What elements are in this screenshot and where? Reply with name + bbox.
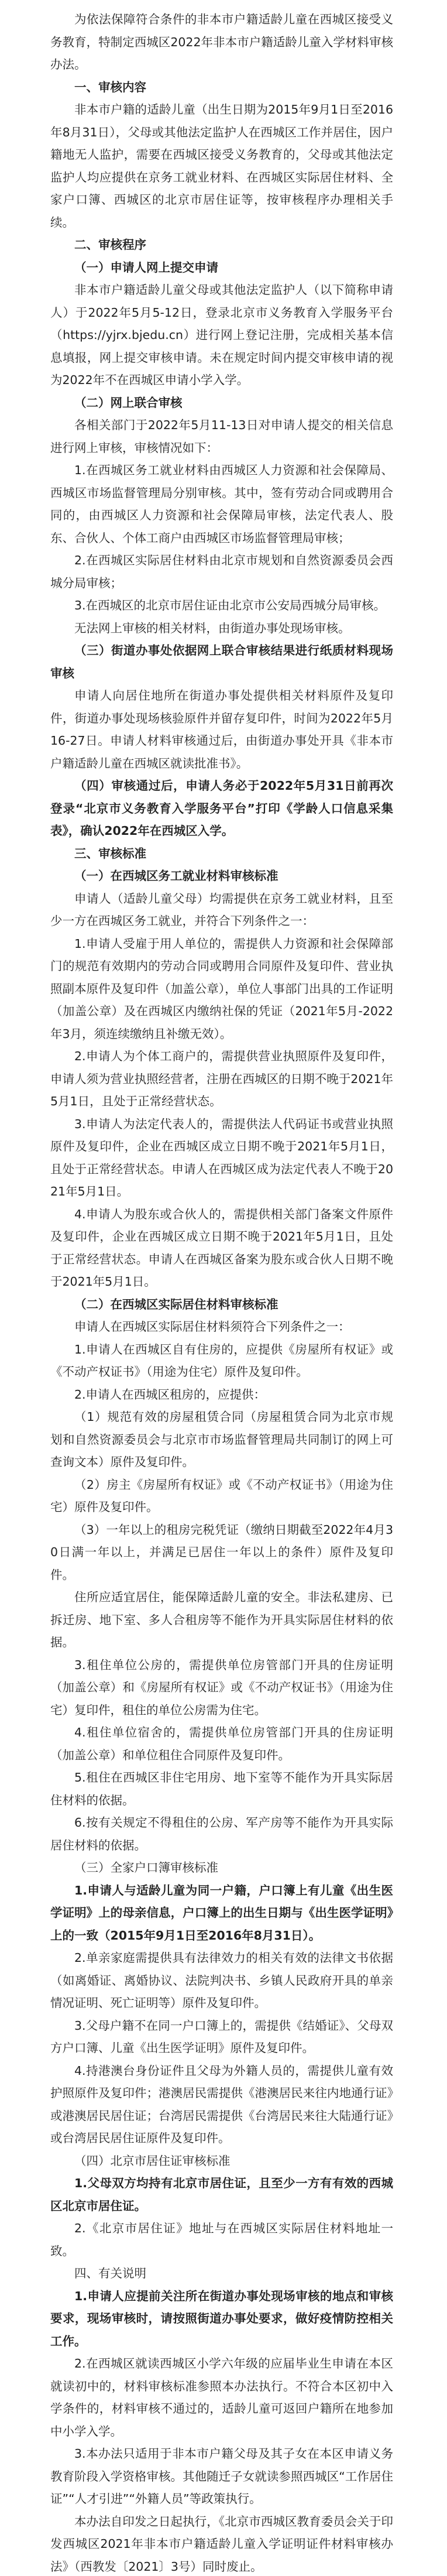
paragraph: 申请人（适龄儿童父母）均需提供在京务工就业材料，且至少一方在西城区务工就业，并符合下列条件之一： xyxy=(50,891,393,928)
paragraph: 3.租住单位公房的，需提供单位房管部门开具的住房证明（加盖公章）和《房屋所有权证》或《不动产权证书》（用途为住宅）复印件，租住的单位公房需为住宅。 xyxy=(50,1657,393,1717)
subsection-heading: （二）在西城区实际居住材料审核标准 xyxy=(74,1297,278,1311)
subsection-heading: 1.申请人与适龄儿童为同一户籍，户口簿上有儿童《出生医学证明》上的母亲信息，户口簿上的出生日期与《出生医学证明》上的一致（2015年9月1日至2016年8月31日）。 xyxy=(50,1883,393,1943)
paragraph: 申请人向居住地所在街道办事处提供相关材料原件及复印件，街道办事处现场核验原件并留存复印件，时间为2022年5月16-27日。申请人材料审核通过后，由街道办事处开具《非本市户籍适龄儿童在西城区就读批准书》。 xyxy=(50,688,393,770)
paragraph: 2.在西城区实际居住材料由北京市规划和自然资源委员会西城分局审核； xyxy=(50,553,393,590)
paragraph: （三）全家户口簿审核标准 xyxy=(74,1861,218,1875)
intro-paragraph: 为依法保障符合条件的非本市户籍适龄儿童在西城区接受义务教育，特制定西城区2022年非本市户籍适龄儿童入学材料审核办法。 xyxy=(50,12,393,71)
paragraph: 2.在西城区就读西城区小学六年级的应届毕业生申请在本区就读初中的，材料审核标准参照本办法执行。不符合本区初中入学条件的，材料审核不通过的，适龄儿童可返回户籍所在地参加中小学入学。 xyxy=(50,2356,393,2438)
paragraph: 四、有关说明 xyxy=(74,2266,146,2280)
subsection-heading: （三）街道办事处依据网上联合审核结果进行纸质材料现场审核 xyxy=(50,643,393,680)
subsection-heading: 1.父母双方均持有北京市居住证，且至少一方有有效的西城区北京市居住证。 xyxy=(50,2176,393,2213)
paragraph: 非本市户籍的适龄儿童（出生日期为2015年9月1日至2016年8月31日），父母或其他法定监护人在西城区工作并居住，因户籍地无人监护，需要在西城区接受义务教育的，父母或其他法定监护人均应提供在京务工就业材料、在西城区实际居住材料、全家户口簿、西城区的北京市居住证等，按审核程序办理相关手续。 xyxy=(50,102,393,229)
paragraph: 4.持港澳台身份证件且父母为外籍人员的，需提供儿童有效护照原件及复印件；港澳居民需提供《港澳居民来往内地通行证》或港澳居民居住证；台湾居民需提供《台湾居民来往大陆通行证》或台湾居民居住证原件及复印件。 xyxy=(50,2063,393,2145)
paragraph: 3.申请人为法定代表人的，需提供法人代码证书或营业执照原件及复印件，企业在西城区成立日期不晚于2021年5月1日，且处于正常经营状态。申请人在西城区成为法定代表人不晚于2021年5月1日。 xyxy=(50,1116,393,1198)
paragraph: 5.租住在西城区非住宅用房、地下室等不能作为开具实际居住材料的依据。 xyxy=(50,1770,393,1807)
paragraph: 3.本办法只适用于非本市户籍父母及其子女在本区申请义务教育阶段入学资格审核。其他随迁子女就读参照西城区“工作居住证”“人才引进”“外籍人员”等政策执行。 xyxy=(50,2447,393,2506)
paragraph: 2.《北京市居住证》地址与在西城区实际居住材料地址一致。 xyxy=(50,2221,393,2258)
paragraph: 4.租住单位宿舍的，需提供单位房管部门开具的住房证明（加盖公章）和单位租住合同原件及复印件。 xyxy=(50,1725,393,1762)
paragraph: （3）一年以上的租房完税凭证（缴纳日期截至2022年4月30日满一年以上，并满足已居住一年以上的条件）原件及复印件。 xyxy=(50,1522,393,1582)
paragraph: （四）北京市居住证审核标准 xyxy=(74,2153,231,2168)
subsection-heading: （一）申请人网上提交申请 xyxy=(74,260,218,275)
section-heading: 二、审核程序 xyxy=(74,238,146,252)
paragraph: 申请人在西城区实际居住材料须符合下列条件之一： xyxy=(74,1320,350,1334)
paragraph: 1.申请人受雇于用人单位的，需提供人力资源和社会保障部门的规范有效期内的劳动合同或聘用合同原件及复印件、营业执照副本原件及复印件（加盖公章），单位人事部门出具的工作证明（加盖公章）及在西城区内缴纳社保的凭证（2021年5月-2022年3月，须连续缴纳且补缴无效）。 xyxy=(50,936,393,1041)
paragraph: 2.申请人为个体工商户的，需提供营业执照原件及复印件，申请人须为营业执照经营者，注册在西城区的日期不晚于2021年5月1日，且处于正常经营状态。 xyxy=(50,1049,393,1108)
paragraph: （1）规范有效的房屋租赁合同（房屋租赁合同为北京市规划和自然资源委员会与北京市市场监督管理局共同制订的网上可查询文本）原件及复印件。 xyxy=(50,1410,393,1469)
paragraph: 非本市户籍适龄儿童父母或其他法定监护人（以下简称申请人）于2022年5月5-12日，登录北京市义务教育入学服务平台（https://yjrx.bjedu.cn）进行网上登记注册，完成相关基本信息填报，网上提交审核申请。未在规定时间内提交审核申请的视为2022年不在西城区申请小学入学。 xyxy=(50,283,393,387)
paragraph: 2.单亲家庭需提供具有法律效力的相关有效的法律文书依据（如离婚证、离婚协议、法院判决书、乡镇人民政府开具的单亲情况证明、死亡证明等）原件及复印件。 xyxy=(50,1951,393,2010)
subsection-heading: （一）在西城区务工就业材料审核标准 xyxy=(74,869,278,883)
paragraph: 本办法自印发之日起执行，《北京市西城区教育委员会关于印发西城区2021年非本市户籍适龄儿童入学证明证件材料审核办法》（西教发〔2021〕3号）同时废止。 xyxy=(50,2514,393,2574)
paragraph: 3.父母户籍不在同一户口簿上的，需提供《结婚证》、父母双方户口簿、儿童《出生医学证明》原件及复印件。 xyxy=(50,2018,393,2055)
paragraph: 1.申请人在西城区自有住房的，应提供《房屋所有权证》或《不动产权证书》（用途为住宅）原件及复印件。 xyxy=(50,1342,393,1379)
paragraph: 无法网上审核的相关材料，由街道办事处现场审核。 xyxy=(74,621,350,635)
paragraph: 1.在西城区务工就业材料由西城区人力资源和社会保障局、西城区市场监督管理局分别审核。其中，签有劳动合同或聘用合同的，由西城区人力资源和社会保障局审核，法定代表人、股东、合伙人、个体工商户由西城区市场监督管理局审核； xyxy=(50,463,393,545)
paragraph: 3.在西城区的北京市居住证由北京市公安局西城分局审核。 xyxy=(74,598,386,612)
paragraph: 6.按有关规定不得租住的公房、军产房等不能作为开具实际居住材料的依据。 xyxy=(50,1815,393,1852)
paragraph: 2.申请人在西城区租房的，应提供： xyxy=(74,1387,266,1402)
section-heading: 1.申请人应提前关注所在街道办事处现场审核的地点和审核要求，现场审核时，请按照街道办事处要求，做好疫情防控相关工作。 xyxy=(50,2289,393,2348)
paragraph: 住所应适宜居住，能保障适龄儿童的安全。非法私建房、已拆迁房、地下室、多人合租房等不能作为开具实际居住材料的依据。 xyxy=(50,1590,393,1649)
emphasis-paragraph: （四）审核通过后，申请人务必于2022年5月31日前再次登录“北京市义务教育入学服务平台”打印《学龄人口信息采集表》，确认2022年在西城区入学。 xyxy=(50,779,393,838)
section-heading: 一、审核内容 xyxy=(74,80,146,94)
paragraph: 4.申请人为股东或合伙人的，需提供相关部门备案文件原件及复印件，企业在西城区成立日期不晚于2021年5月1日，且处于正常经营状态。申请人在西城区备案为股东或合伙人日期不晚于2021年5月1日。 xyxy=(50,1207,393,1289)
paragraph: （2）房主《房屋所有权证》或《不动产权证书》（用途为住宅）原件及复印件。 xyxy=(50,1477,393,1514)
section-heading: 三、审核标准 xyxy=(74,846,146,861)
paragraph: 各相关部门于2022年5月11-13日对申请人提交的相关信息进行网上审核，审核情况如下： xyxy=(50,418,393,455)
subsection-heading: （二）网上联合审核 xyxy=(74,395,183,410)
